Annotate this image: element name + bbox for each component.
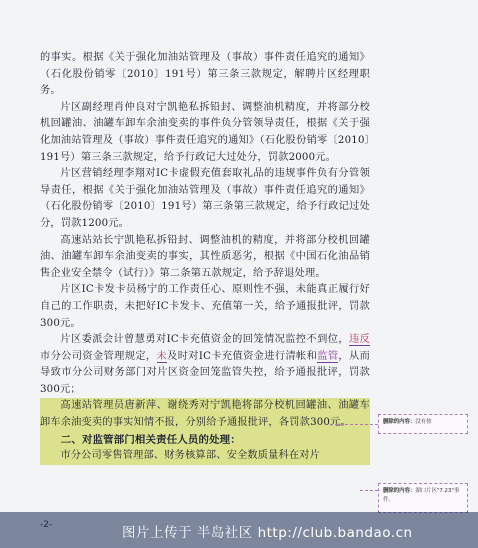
comment-leader-line (330, 424, 378, 425)
comment-text: 没有按 (415, 419, 432, 425)
section-heading: 二、对监管部门相关责任人员的处理： (40, 432, 370, 449)
paragraph-5: 片区IC卡发卡员杨宁的工作责任心、原则性不强，未能真正履行好自己的工作职责，未把好IC卡发卡、充值第一关，给予通报批评，罚款300元。 (40, 284, 370, 329)
paragraph-7: 高速站管理员唐新萍、谢绕秀对宁凯艳将部分校机回罐油、油罐车卸车余油变卖的事实知情不报，分别给予通报批评，各罚款300元。 (40, 398, 370, 431)
paragraph-2: 片区副经理肖仲良对宁凯艳私拆铅封、调整油机精度，并将部分校机回罐油、油罐车卸车余油变卖的事件负分管领导责任，根据《关于强化加油站管理及（事故）事件责任追究的通知》（石化股份销零〔2010〕191号）第三条三款规定，给予行政记大过处分，罚款2000元。 (40, 101, 370, 163)
deleted-comment-2[interactable] (378, 483, 468, 513)
paragraph-4: 高速站站长宁凯艳私拆铅封、调整油机的精度，并将部分校机回罐油、油罐车卸车余油变卖的事实，其性质恶劣，根据《中国石化油品销售企业安全禁令（试行）》第二条第五款规定，给予辞退处理。 (40, 234, 370, 279)
comment-label: 删除的内容： (383, 419, 416, 425)
document-body (40, 50, 370, 465)
paragraph-6-part: 片区委派会计曾慧勇对IC卡充值资金的回笼情况监控不到位， (60, 334, 349, 346)
paragraph-1: 的事实。根据《关于强化加油站管理及（事故）事件责任追究的通知》（石化股份销零〔2010〕191号）第三条三款规定，解聘片区经理职务。 (40, 52, 370, 97)
watermark-banner (0, 512, 478, 548)
comment-text: 湖口片区"7.23"事件。 (383, 488, 460, 503)
paragraph-6-part: ，从而导致市分公司财务部门对片区资金回笼监管失控，给予通报批评，罚款300元； (40, 350, 370, 395)
inserted-text: 违反 (348, 334, 370, 346)
watermark-text: 图片上传于 半岛社区 http://club.bandao.cn (122, 525, 413, 541)
paragraph-3: 片区营销经理李翔对IC卡虚假充值套取礼品的违规事件负有分管领导责任，根据《关于强化加油站管理及（事故）事件责任追究的通知》（石化股份销零〔2010〕191号）第三条第三款规定，给予行政记过处分，罚款1200元。 (40, 168, 370, 229)
inserted-text: 监管 (317, 350, 339, 362)
paragraph-6-part: 市分公司资金管理规定， (40, 350, 157, 362)
comment-leader-line (360, 490, 378, 491)
inserted-text: 未 (156, 350, 168, 362)
paragraph-6-part: 及时对IC卡充值资金进行清帐和 (167, 350, 318, 362)
last-line: 市分公司零售管理部、财务核算部、安全数质量科在对片 (40, 448, 370, 465)
paragraph-6 (40, 332, 370, 398)
deleted-comment-1[interactable] (378, 414, 468, 434)
comment-label: 删除的内容： (383, 488, 416, 494)
